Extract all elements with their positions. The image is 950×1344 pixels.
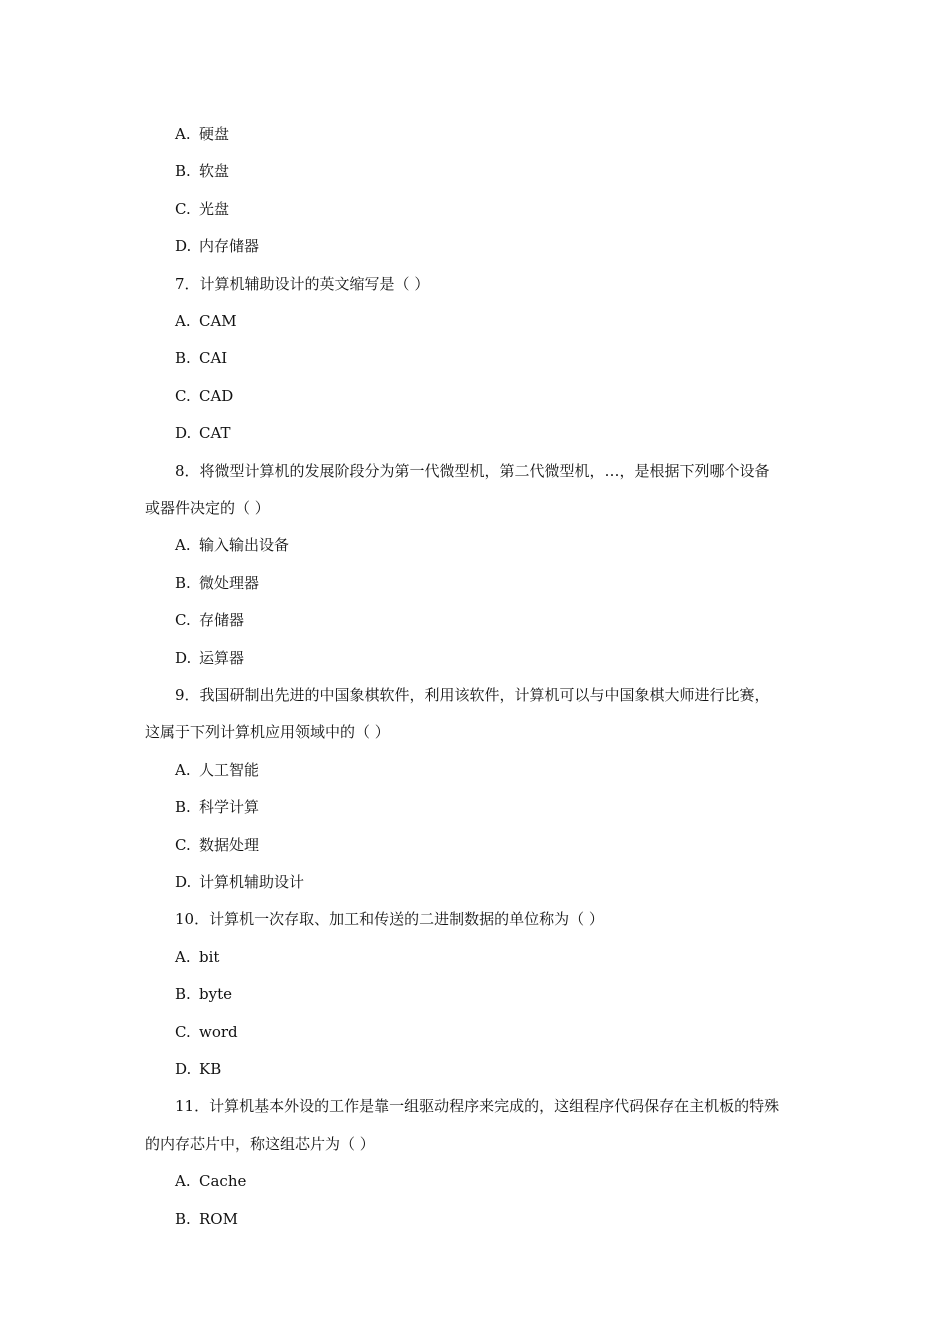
answer-option	[175, 947, 219, 967]
answer-option	[175, 386, 233, 406]
option-label: B.	[175, 985, 191, 1003]
option-text: 光盘	[199, 200, 230, 218]
option-text: Cache	[199, 1172, 247, 1190]
question-text: 11．计算机基本外设的工作是靠一组驱动程序来完成的，这组程序代码保存在主机板的特殊	[175, 1097, 780, 1115]
answer-option	[175, 348, 227, 368]
option-text: 计算机辅助设计	[199, 873, 305, 891]
option-label: C.	[175, 1023, 191, 1041]
option-label: A.	[175, 536, 191, 554]
option-label: B.	[175, 574, 191, 592]
answer-option	[175, 1171, 246, 1191]
option-label: D.	[175, 237, 192, 255]
answer-option	[175, 872, 304, 892]
option-text: 硬盘	[199, 125, 230, 143]
option-text: 运算器	[199, 649, 245, 667]
option-label: B.	[175, 162, 191, 180]
option-text: 微处理器	[199, 574, 260, 592]
answer-option	[175, 1059, 221, 1079]
option-label: A.	[175, 125, 191, 143]
option-text: CAT	[199, 424, 231, 442]
option-label: A.	[175, 312, 191, 330]
answer-option	[175, 236, 259, 256]
option-text: 输入输出设备	[199, 536, 290, 554]
answer-option	[175, 573, 259, 593]
option-label: C.	[175, 387, 191, 405]
option-text: CAD	[199, 387, 234, 405]
answer-option	[175, 648, 244, 668]
option-text: CAI	[199, 349, 228, 367]
option-label: D.	[175, 424, 192, 442]
option-text: 存储器	[199, 611, 245, 629]
question-text: 7．计算机辅助设计的英文缩写是（ ）	[175, 275, 430, 293]
option-text: 科学计算	[199, 798, 260, 816]
question-text: 10．计算机一次存取、加工和传送的二进制数据的单位称为（ ）	[175, 910, 604, 928]
answer-option	[175, 1022, 238, 1042]
option-label: C.	[175, 836, 191, 854]
answer-option	[175, 535, 289, 555]
option-label: C.	[175, 611, 191, 629]
option-label: D.	[175, 873, 192, 891]
option-text: ROM	[199, 1210, 238, 1228]
option-label: B.	[175, 1210, 191, 1228]
option-text: CAM	[199, 312, 237, 330]
answer-option	[175, 760, 259, 780]
option-label: A.	[175, 948, 191, 966]
answer-option	[175, 797, 259, 817]
option-label: D.	[175, 649, 192, 667]
answer-option	[175, 124, 229, 144]
option-text: word	[199, 1023, 238, 1041]
answer-option	[175, 311, 237, 331]
question-continuation: 或器件决定的（ ）	[145, 499, 270, 517]
option-text: 软盘	[199, 162, 230, 180]
answer-option	[175, 161, 229, 181]
answer-option	[175, 984, 232, 1004]
answer-option	[175, 1209, 238, 1229]
answer-option	[175, 835, 259, 855]
question-continuation: 的内存芯片中，称这组芯片为（ ）	[145, 1135, 375, 1153]
option-text: byte	[199, 985, 232, 1003]
option-text: 内存储器	[199, 237, 260, 255]
option-label: D.	[175, 1060, 192, 1078]
option-text: 数据处理	[199, 836, 260, 854]
answer-option	[175, 610, 244, 630]
question-continuation: 这属于下列计算机应用领域中的（ ）	[145, 723, 390, 741]
answer-option	[175, 423, 231, 443]
option-text: bit	[199, 948, 220, 966]
option-label: B.	[175, 798, 191, 816]
option-label: A.	[175, 1172, 191, 1190]
option-label: B.	[175, 349, 191, 367]
option-label: A.	[175, 761, 191, 779]
question-text: 9．我国研制出先进的中国象棋软件，利用该软件，计算机可以与中国象棋大师进行比赛，	[175, 686, 770, 704]
question-text: 8．将微型计算机的发展阶段分为第一代微型机，第二代微型机，…，是根据下列哪个设备	[175, 462, 770, 480]
answer-option	[175, 199, 229, 219]
option-text: 人工智能	[199, 761, 260, 779]
option-text: KB	[199, 1060, 222, 1078]
option-label: C.	[175, 200, 191, 218]
